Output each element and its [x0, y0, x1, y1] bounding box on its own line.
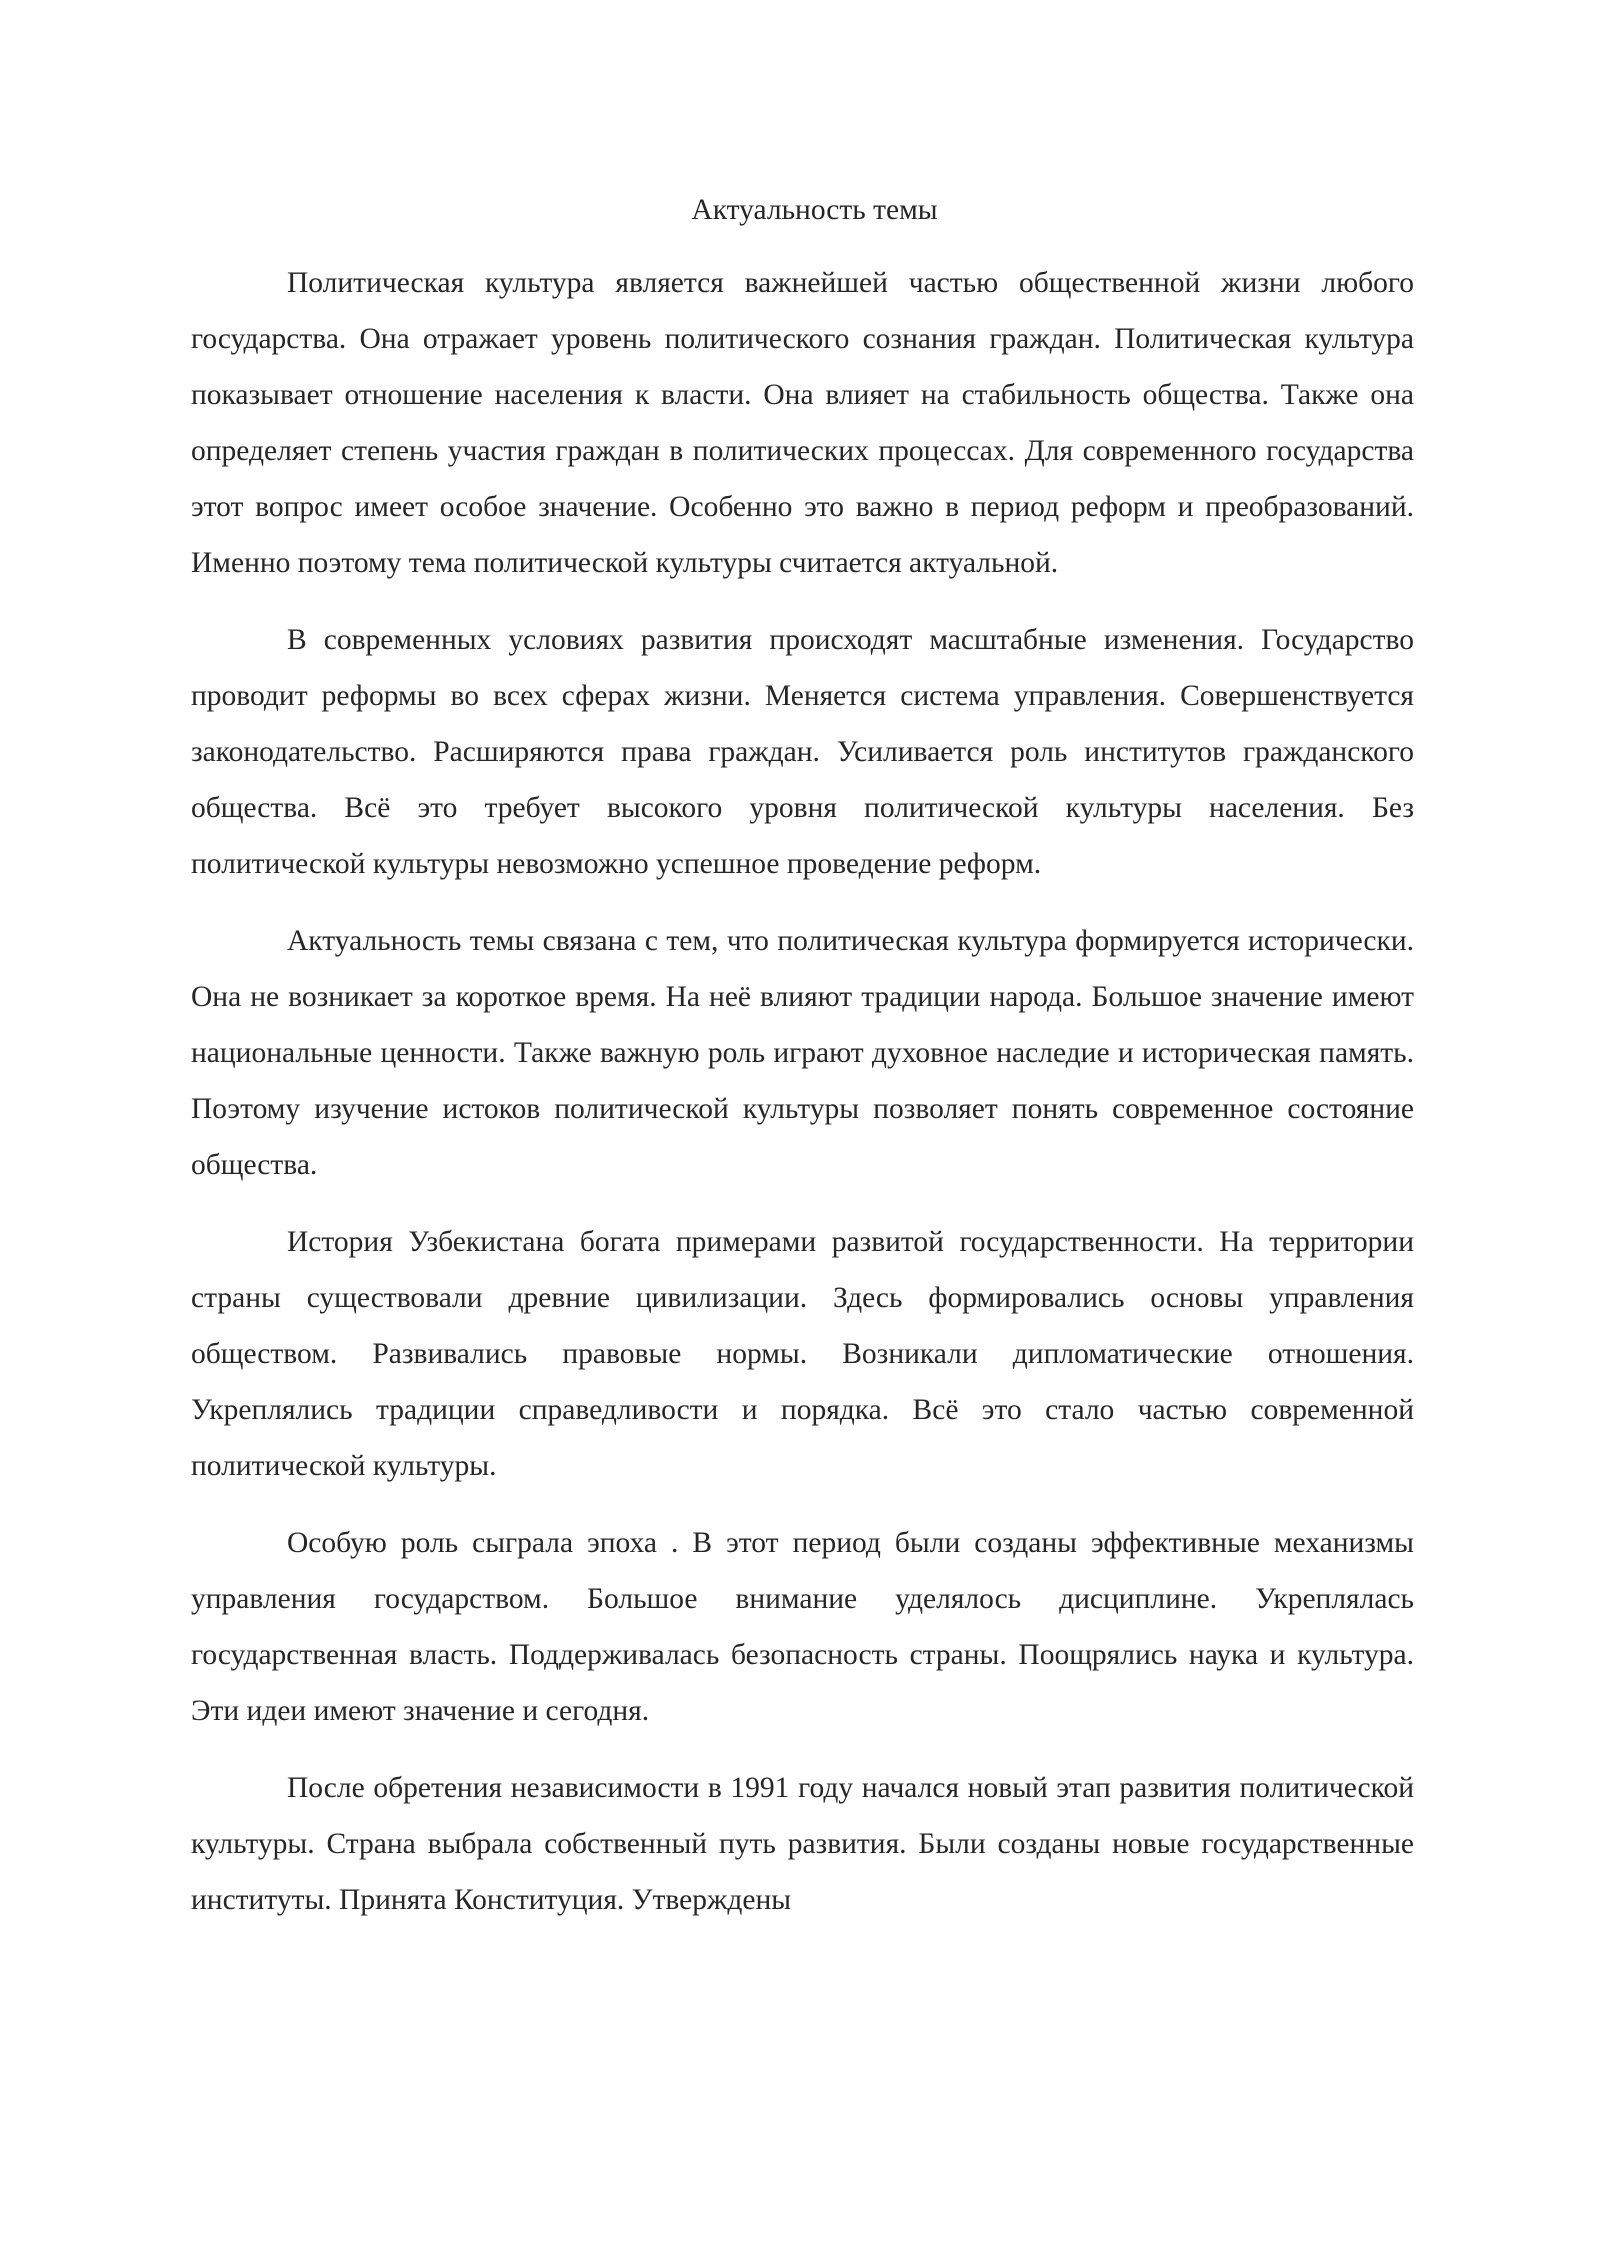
paragraph-historical-formation: Актуальность темы связана с тем, что политическая культура формируется исторически. Она не возникает за короткое время. На неё влияют традиции народа. Большое значение имеют национальные ценности. Также важную роль играют духовное наследие и историческая память. Поэтому изучение истоков политической культуры позволяет понять современное состояние общества. [191, 925, 1414, 1181]
paragraph-modern-conditions: В современных условиях развития происходят масштабные изменения. Государство проводит реформы во всех сферах жизни. Меняется система управления. Совершенствуется законодательство. Расширяются права граждан. Усиливается роль институтов гражданского общества. Всё это требует высокого уровня политической культуры населения. Без политической культуры невозможно успешное проведение реформ. [191, 624, 1414, 880]
document-body [191, 186, 1414, 1949]
paragraph-independence: После обретения независимости в 1991 году начался новый этап развития политической культуры. Страна выбрала собственный путь развития. Были созданы новые государственные институты. Принята Конституция. Утверждены [191, 1772, 1414, 1916]
document-title: Актуальность темы [691, 194, 938, 226]
paragraph-special-era: Особую роль сыграла эпоха . В этот период были созданы эффективные механизмы управления государством. Большое внимание уделялось дисциплине. Укреплялась государственная власть. Поддерживалась безопасность страны. Поощрялись наука и культура. Эти идеи имеют значение и сегодня. [191, 1527, 1414, 1727]
paragraph-uzbekistan-history: История Узбекистана богата примерами развитой государственности. На территории страны существовали древние цивилизации. Здесь формировались основы управления обществом. Развивались правовые нормы. Возникали дипломатические отношения. Укреплялись традиции справедливости и порядка. Всё это стало частью современной политической культуры. [191, 1226, 1414, 1482]
paragraph-relevance: Политическая культура является важнейшей частью общественной жизни любого государства. Она отражает уровень политического сознания граждан. Политическая культура показывает отношение населения к власти. Она влияет на стабильность общества. Также она определяет степень участия граждан в политических процессах. Для современного государства этот вопрос имеет особое значение. Особенно это важно в период реформ и преобразований. Именно поэтому тема политической культуры считается актуальной. [191, 267, 1414, 579]
